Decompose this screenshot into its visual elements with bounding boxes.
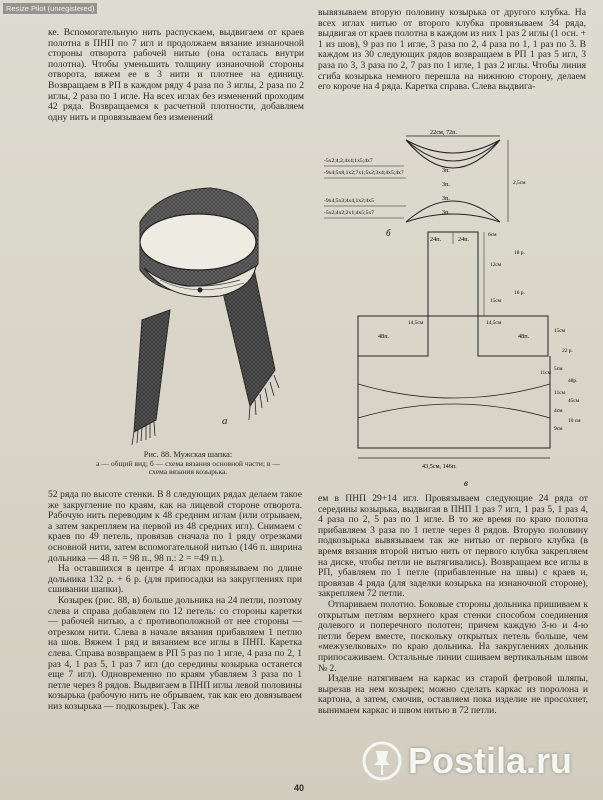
- figure-caption: [88, 451, 288, 477]
- text-column-left-bottom: [48, 490, 302, 712]
- schema-r5: 5см: [554, 366, 563, 372]
- knitting-schema: [318, 126, 590, 492]
- crescent-bottom: [406, 201, 500, 222]
- paragraph: вывязываем вторую половину козырька от другого клубка. На всех иглах нитью от второго клубка провязываем 34 ряда, выдвигая от краев полотна в каждом из них 1 раз 2 иглы (1 осн. + 1 из шов), 9 раз по 1 игле, 3 раза по 2, 4 раза по 1, 1 раз по 3. В каждом из 30 следующих рядов возвращаем в РП 1 раз 5 игл, 3 раза по 3, 3 раза по 2, 7 раз по 1 игле, 1 раз 2 иглы. Чтобы линия сгиба козырька немного перешла на нижнюю сторону, делаем его короче на 4 ряда. Каретка справа. Слева выдвига-: [318, 7, 586, 93]
- schema-bottom: 43,5см, 146п.: [422, 463, 457, 470]
- crescent-top: [406, 140, 500, 161]
- caption-text: а — общий вид; б — схема вязания основной части; в — схема вязания козырька.: [96, 458, 280, 477]
- paragraph: ем в ПНП 29+14 игл. Провязываем следующие 24 ряда от середины козырька, выдвигая в ПНП 1 раз 7 игл, 1 раз 5, 1 раз 4, 4 раза по 2, 5 раз по 1 игле. В то же время по краю полотна прибавляем 3 раза по 1 петле через 8 рядов. Вторую половину подкозырька вывязываем так же нитью от первого клубка (в время вязания второй нитью нить от первого клубка закрепляем на диске, чтобы петли не вытягивались). Возвращаем все иглы в РП, убавляем по 1 петле (прибавленные на швы) с краев и, провязав 4 ряда (для заделки козырька на изнаночной стороне), закрепляем 72 петли.: [318, 493, 588, 600]
- schema-r10: 10 см: [568, 418, 581, 424]
- schema-h2: 3п.: [442, 181, 450, 188]
- schema-h3: 3п.: [442, 195, 450, 202]
- schema-side-16p: 16 р.: [514, 290, 525, 296]
- schema-lower: [358, 356, 550, 448]
- schema-strip: [428, 232, 478, 316]
- figure-label-a: а: [222, 415, 228, 427]
- schema-low-48: 48п.: [518, 333, 530, 340]
- schema-r48p: 48р.: [568, 378, 578, 384]
- caption-title: Рис. 88. Мужская шапка:: [143, 450, 233, 459]
- text-column-right-bottom: [318, 494, 588, 716]
- schema-side-11: 11см: [540, 370, 551, 376]
- paragraph: Козырек (рис. 88, в) больше дольника на 24 петли, поэтому слева и справа добавляем по 12 петель: со стороны каретки — рабочей нитью, а с противоположной от нее стороны — отрезком нити. Слева в начале вязания прибавляем 1 петлю на шов. Вяжем 1 ряд и вязанием все иглы в ПНП. Каретка слева. Справа возвращаем в РП 5 раз по 1 игле, 4 раза по 2, 1 раз 4, 1 раз 5, 1 раз 7 игл (до середины козырька останется еще 7 игл). Одновременно по краям убавляем 3 раза по 1 петле через 8 рядов. Выдвигаем в ПНП иглы левой половины козырька (рабочую нить не обрываем, так как ею довязываем низ козырька — подкозырек). Так же: [48, 594, 302, 712]
- schema-row3: -9x4;5x3;4x4,1x2;4x5: [324, 198, 374, 204]
- brand-name: Postila.ru: [408, 740, 573, 781]
- schema-side-15: 15см: [490, 298, 502, 304]
- schema-h4: 3п.: [442, 209, 450, 216]
- schema-side-15b: 15см: [554, 328, 566, 334]
- schema-row1: -5x2;4;2,4x4;1x5;4x7: [324, 158, 373, 164]
- figure-label-b: б: [386, 228, 391, 238]
- schema-row2: -9x4;5x8,1x2;7x1;5x2;3x4;4x5;4x7: [324, 170, 404, 176]
- schema-mid-14: 14,5см: [408, 320, 424, 326]
- hat-crown: [140, 214, 256, 270]
- text-column-left-top: [48, 28, 304, 123]
- schema-side-22: 22 р.: [562, 348, 573, 354]
- brand-watermark: [360, 731, 600, 791]
- hat-illustration: [100, 170, 300, 445]
- schema-row4: -5x2;4x2;2x1;4x5;5x7: [324, 210, 375, 216]
- page-number: 40: [294, 783, 305, 793]
- watermark: Resize Pilot (unregistered): [3, 3, 97, 14]
- schema-side-12: 12см: [490, 262, 502, 268]
- schema-24b: 24п.: [458, 236, 470, 243]
- paragraph: 52 ряда по высоте стенки. В 8 следующих рядах делаем такое же закругление по краям, как на лицевой стороне отворота. Рабочую нить переводим к 48 средним иглам (или отрываем, а затем закрепляем на первой из 48 средних игл). Снимаем с краев по 49 петель, провязав сначала по 1 ряду отрезками основной нити, затем вспомогательной нитью (146 п. ширина дольника — 48 п. = 98 п., 98 п.: 2 = =49 п.).: [48, 489, 302, 564]
- pushpin-icon: [360, 739, 404, 783]
- schema-r9: 9см: [554, 426, 563, 432]
- figure-label-v: в: [464, 478, 468, 488]
- schema-low-14: 14,5см: [486, 320, 502, 326]
- paragraph: Отпариваем полотно. Боковые стороны дольника пришиваем к открытым петлям верхнего края стенки способом соединения долевого и поперечного полотен; причем каждую 3-ю и 4-ю петли берем вместе, поскольку открытых петель больше, чем «межузелковых» по краю дольника. На закруглениях дольник припосаживаем. Остальные линии сшиваем вертикальным швом № 2.: [318, 598, 588, 674]
- schema-24a: 24п.: [430, 236, 442, 243]
- schema-h1: 3п.: [442, 167, 450, 174]
- schema-top-width: 22см, 72п.: [430, 129, 457, 136]
- schema-mid-48: 48п.: [378, 333, 390, 340]
- paragraph: На оставшихся в центре 4 иглах провязываем по длине дольника 132 р. + 6 р. (для припосадки на закруглениях при сшивании шапки).: [48, 563, 302, 596]
- schema-r45: 45см: [568, 398, 580, 404]
- text-column-right-top: [318, 8, 586, 93]
- schema-side-18p: 18 р.: [514, 250, 525, 256]
- schema-side-2-5: 2,5см: [513, 180, 526, 186]
- paragraph: ке. Вспомогательную нить распускаем, выдвигаем от краев полотна в ПНП по 7 игл и продолжаем вязание изнаночной стороны отворота рабочей нитью (она осталась внутри полотна). Чтобы уменьшить толщину изнаночной стороны отворота, вяжем ее в 3 нити и плотнее на единицу. Возвращаем в РП в каждом ряду 4 раза по 3 иглы, 2 раза по 2 иглы, 2 раза по 1 игле. На всех иглах без изменений проходим 42 ряда. Возвращаемся к расчетной плотности, добавляем одну нить и провязываем без изменений: [48, 27, 304, 123]
- schema-r4: 4см: [554, 408, 563, 414]
- paragraph: Изделие натягиваем на каркас из старой фетровой шляпы, вырезав на нем козырек; можно сделать каркас из поролона и картона, а затем, смочив, оставляем пока изделие не просохнет, вынимаем каркас и швом нитью в 72 петли.: [318, 673, 588, 716]
- schema-r11: 11см: [554, 390, 565, 396]
- schema-side-6: 6см: [488, 232, 497, 238]
